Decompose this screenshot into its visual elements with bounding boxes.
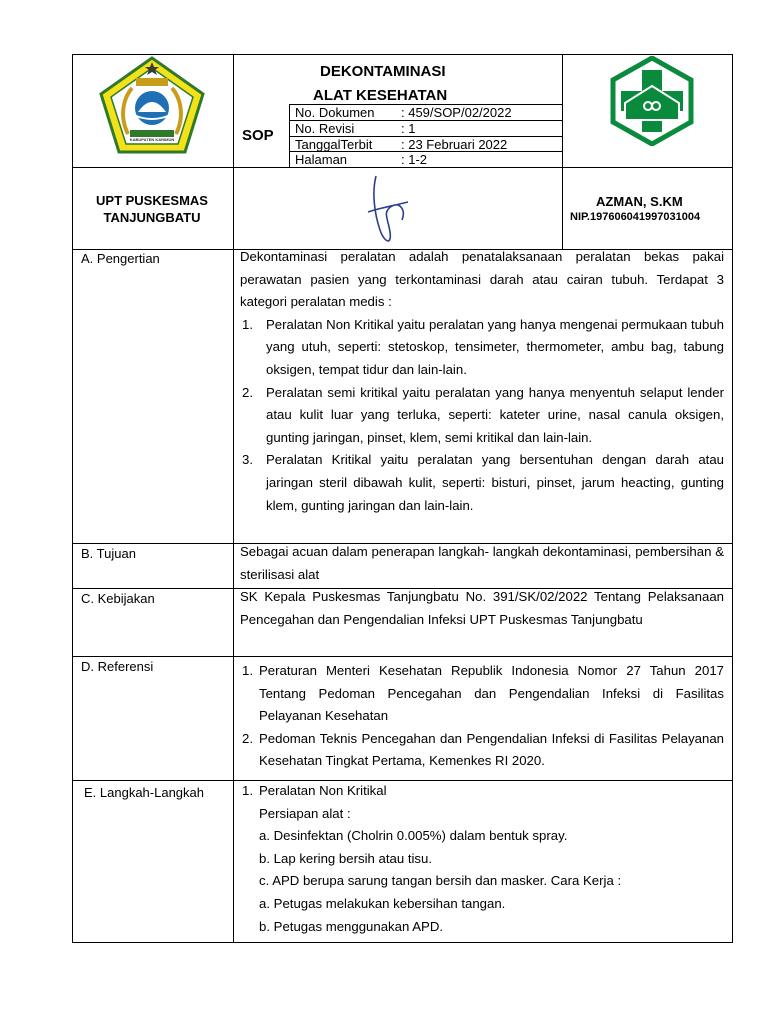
meta-label-revisi: No. Revisi [295, 121, 355, 136]
meta-value-revisi: : 1 [401, 121, 416, 136]
sop-label: SOP [242, 127, 274, 144]
puskesmas-logo [607, 56, 697, 146]
langkah-item: 1. Peralatan Non Kritikal Persiapan alat : a. Desinfektan (Cholrin 0.005%) dalam bentuk spray. b. Lap kering bersih atau tisu. c. APD berupa sarung tangan bersih dan masker. Cara Kerja : a. Petugas melakukan kebersihan tangan. b. Petugas menggunakan APD. [240, 780, 724, 938]
signer-name: AZMAN, S.KM [596, 194, 683, 209]
meta-label-dokumen: No. Dokumen [295, 105, 375, 120]
langkah-line: b. Lap kering bersih atau tisu. [259, 850, 433, 866]
list-item: 2. Peralatan semi kritikal yaitu peralatan yang hanya menyentuh selaput lender atau kulit luar yang terluka, seperti: kateter urine, nasal canula oksigen, gunting jaringan, pinset, klem, semi kritikal dan lain-lain. [242, 384, 724, 445]
section-label-tujuan: B. Tujuan [81, 546, 136, 561]
document-title-line2: ALAT KESEHATAN [313, 87, 448, 104]
list-item: 1. Peraturan Menteri Kesehatan Republik Indonesia Nomor 27 Tahun 2017 Tentang Pedoman Pencegahan dan Pengendalian Infeksi di Fasilitas Pelayanan Kesehatan [242, 663, 724, 724]
langkah-subtitle: Persiapan alat : [259, 805, 351, 821]
section-label-referensi: D. Referensi [81, 659, 154, 674]
pengertian-intro: Dekontaminasi peralatan adalah penatalaksanaan peralatan bekas pakai perawatan pasien yang terkontaminasi darah atau cairan tubuh. Terdapat 3 kategori peralatan medis : [240, 249, 724, 310]
meta-label-tanggal: TanggalTerbit [295, 137, 373, 152]
langkah-line: c. APD berupa sarung tangan bersih dan masker. Cara Kerja : [259, 873, 622, 889]
org-name-line2: TANJUNGBATU [103, 210, 201, 225]
kebijakan-content: SK Kepala Puskesmas Tanjungbatu No. 391/SK/02/2022 Tentang Pelaksanaan Pencegahan dan Pengendalian Infeksi UPT Puskesmas Tanjungbatu [240, 589, 724, 627]
list-item: 2. Pedoman Teknis Pencegahan dan Pengendalian Infeksi di Fasilitas Pelayanan Kesehatan Tingkat Pertama, Kemenkes RI 2020. [242, 730, 724, 769]
document-title-line1: DEKONTAMINASI [320, 63, 446, 80]
langkah-content [240, 780, 724, 938]
langkah-item-title: Peralatan Non Kritikal [259, 783, 387, 798]
langkah-line: a. Desinfektan (Cholrin 0.005%) dalam bentuk spray. [259, 828, 568, 844]
org-name-line1: UPT PUSKESMAS [96, 193, 208, 208]
meta-value-tanggal: : 23 Februari 2022 [401, 137, 508, 152]
meta-value-dokumen: : 459/SOP/02/2022 [401, 105, 512, 120]
handwritten-signature [362, 172, 412, 248]
list-item: 1. Peralatan Non Kritikal yaitu peralatan yang hanya mengenai permukaan tubuh yang utuh, seperti: stetoskop, tensimeter, thermometer, ambu bag, tabung oksigen, tempat tidur dan lain-lain. [242, 316, 724, 377]
tujuan-content: Sebagai acuan dalam penerapan langkah- langkah dekontaminasi, pembersihan & sterilisasi alat [240, 544, 724, 582]
pengertian-content [240, 246, 724, 517]
meta-label-halaman: Halaman [295, 152, 348, 167]
section-label-pengertian: A. Pengertian [81, 251, 160, 266]
signer-nip: NIP.197606041997031004 [570, 211, 701, 223]
langkah-line: b. Petugas menggunakan APD. [259, 918, 444, 934]
logo-caption: KABUPATEN KARIMUN [129, 137, 175, 142]
langkah-line: a. Petugas melakukan kebersihan tangan. [259, 895, 506, 911]
meta-value-halaman: : 1-2 [401, 152, 428, 167]
section-label-langkah: E. Langkah-Langkah [84, 785, 204, 800]
list-item: 3. Peralatan Kritikal yaitu peralatan yang bersentuhan dengan darah atau jaringan steril dibawah kulit, seperti: bisturi, pinset, jarum heacting, gunting klem, gunting jaringan dan lain-lain. [242, 452, 724, 513]
section-label-kebijakan: C. Kebijakan [81, 591, 155, 606]
referensi-content [240, 660, 724, 773]
